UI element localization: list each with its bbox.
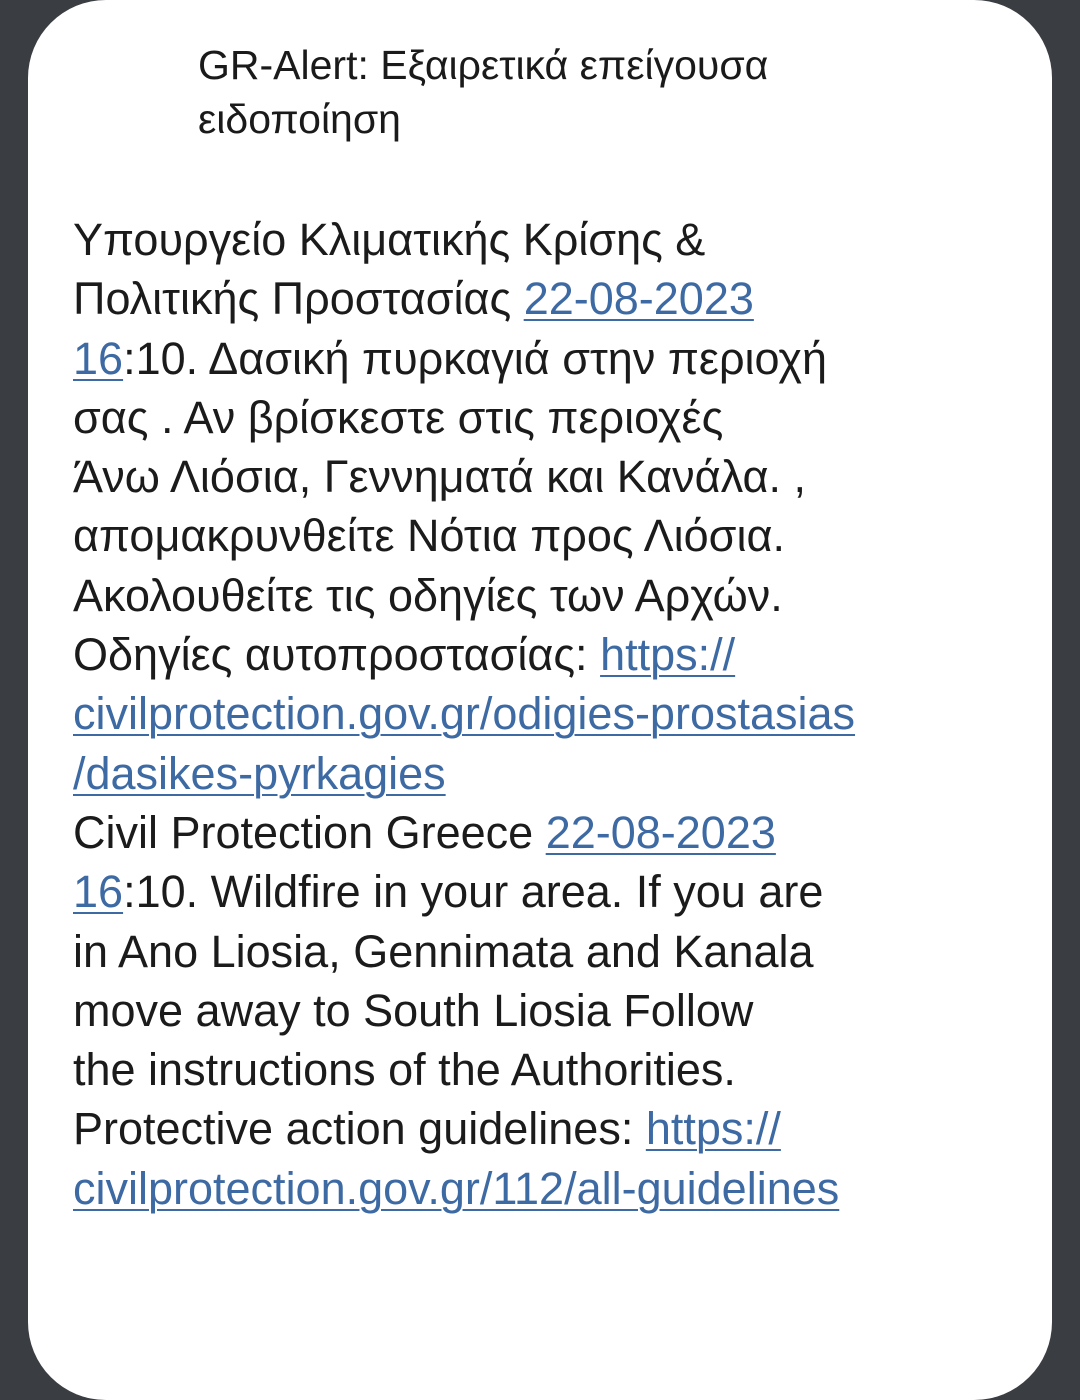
guidelines-link-greek-part-3[interactable]: /dasikes-pyrkagies bbox=[73, 747, 446, 799]
alert-message bbox=[73, 210, 1033, 1218]
message-line: move away to South Liosia Follow bbox=[73, 984, 754, 1036]
message-text: Protective action guidelines: bbox=[73, 1103, 646, 1155]
message-line bbox=[73, 862, 1033, 921]
date-link-greek[interactable]: 22-08-2023 bbox=[523, 273, 754, 325]
message-line bbox=[73, 744, 1033, 803]
message-text: Πολιτικής Προστασίας bbox=[73, 273, 524, 325]
guidelines-link-english-part-2[interactable]: civilprotection.gov.gr/112/all-guidelines bbox=[73, 1162, 840, 1214]
message-line: σας . Αν βρίσκεστε στις περιοχές bbox=[73, 391, 724, 443]
time-link-greek[interactable]: 16 bbox=[73, 332, 124, 384]
message-line bbox=[73, 329, 1033, 388]
time-link-english[interactable]: 16 bbox=[73, 866, 124, 918]
message-line bbox=[73, 1099, 1033, 1158]
message-line bbox=[73, 684, 1033, 743]
message-text: :10. Δασική πυρκαγιά στην περιοχή bbox=[123, 332, 828, 384]
message-line bbox=[73, 269, 1033, 328]
date-link-english[interactable]: 22-08-2023 bbox=[545, 806, 776, 858]
message-line: Άνω Λιόσια, Γεννηματά και Κανάλα. , bbox=[73, 451, 807, 503]
guidelines-link-english-part-1[interactable]: https:// bbox=[645, 1103, 781, 1155]
alert-title bbox=[198, 38, 958, 146]
message-line: Υπουργείο Κλιματικής Κρίσης & bbox=[73, 214, 706, 265]
message-line: απομακρυνθείτε Νότια προς Λιόσια. bbox=[73, 510, 785, 562]
message-line bbox=[73, 625, 1033, 684]
message-line: in Ano Liosia, Gennimata and Kanala bbox=[73, 925, 814, 977]
message-line bbox=[73, 803, 1033, 862]
message-line bbox=[73, 1159, 1033, 1218]
message-line: Ακολουθείτε τις οδηγίες των Αρχών. bbox=[73, 569, 783, 621]
message-text: Οδηγίες αυτοπροστασίας: bbox=[73, 629, 601, 681]
alert-card bbox=[28, 0, 1052, 1400]
alert-title-line-2: ειδοποίηση bbox=[198, 96, 401, 142]
guidelines-link-greek-part-1[interactable]: https:// bbox=[600, 629, 736, 681]
guidelines-link-greek-part-2[interactable]: civilprotection.gov.gr/odigies-prostasias bbox=[73, 688, 856, 740]
message-text: Civil Protection Greece bbox=[73, 806, 546, 858]
message-text: :10. Wildfire in your area. If you are bbox=[123, 866, 824, 918]
alert-title-line-1: GR-Alert: Εξαιρετικά επείγουσα bbox=[198, 42, 769, 88]
message-line: the instructions of the Authorities. bbox=[73, 1044, 736, 1096]
